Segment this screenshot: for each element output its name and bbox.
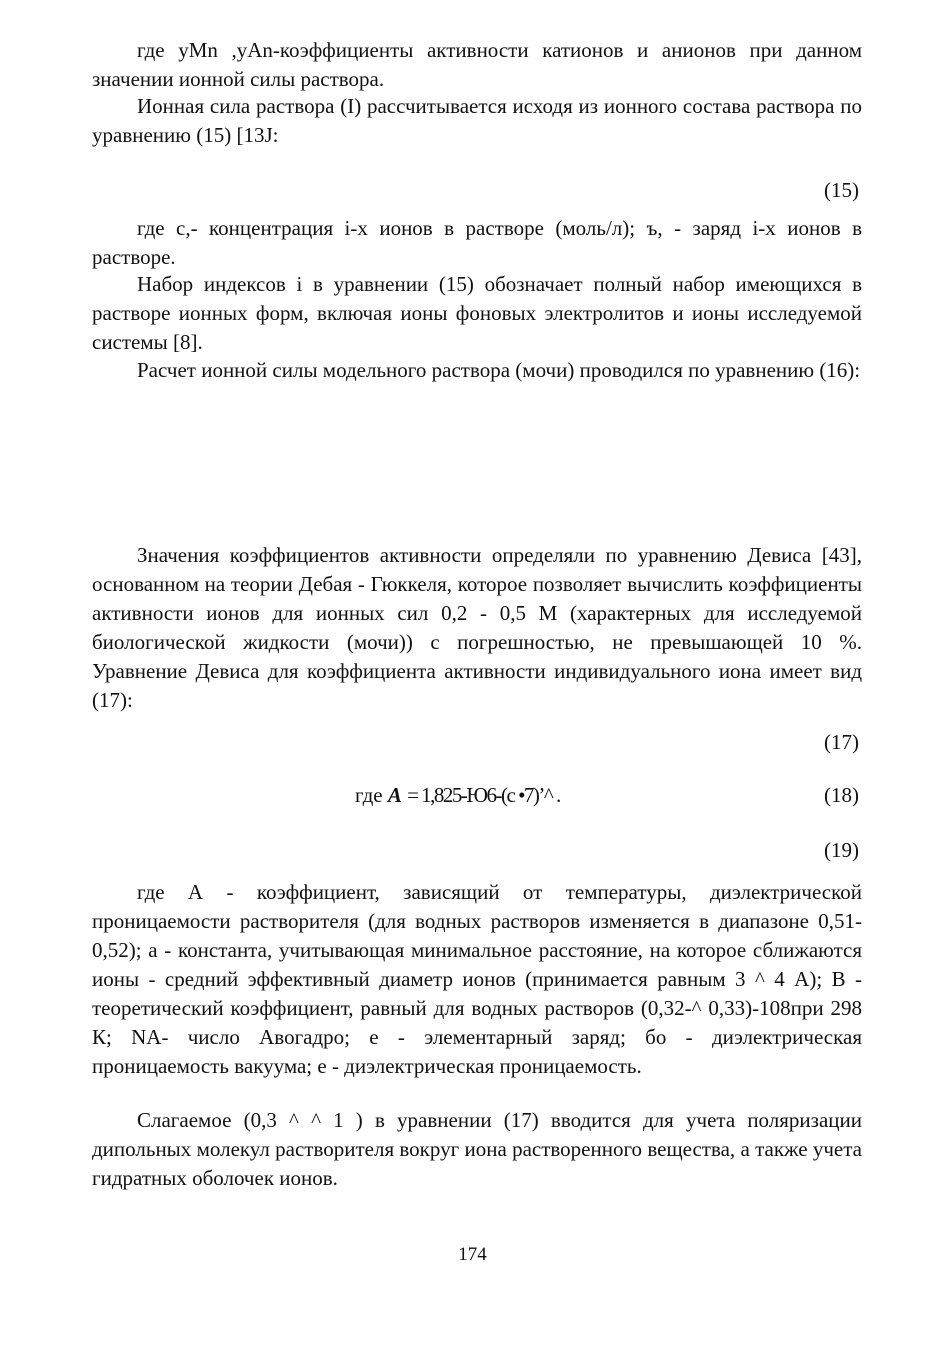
paragraph-davies-equation: Значения коэффициентов активности определяли по уравнению Девиса [43], основанном на теории Дебая - Гюккеля, которое позволяет вычислить коэффициенты активности ионов для ионных сил 0,2 - 0,5 М (характерных для исследуемой биологической жидкости (мочи)) с погрешностью, не превышающей 10 %. Уравнение Девиса для коэффициента активности индивидуального иона имеет вид (17): [92, 543, 862, 712]
equation-number-19: (19) [824, 838, 859, 862]
equation-number-17: (17) [824, 730, 859, 754]
paragraph-activity-coefficients: где yMn ,yAn-коэффициенты активности катионов и анионов при данном значении ионной силы раствора. [92, 38, 862, 91]
page-number: 174 [458, 1244, 487, 1265]
paragraph-variable-definitions: где А - коэффициент, зависящий от температуры, диэлектрической проницаемости растворителя (для водных растворов изменяется в диапазоне 0,51-0,52); а - константа, учитывающая минимальное расстояние, на которое сближаются ионы - средний эффективный диаметр ионов (принимается равным 3 ^ 4 А); В - теоретический коэффициент, равный для водных растворов (0,32-^ 0,33)-108при 298 К; NA- число Авогадро; е - элементарный заряд; бо - диэлектрическая проницаемость вакуума; е - диэлектрическая проницаемость. [92, 880, 862, 1078]
equation-number-15: (15) [824, 178, 859, 202]
paragraph-polarization-term: Слагаемое (0,3 ^ ^ 1 ) в уравнении (17) вводится для учета поляризации дипольных молекул растворителя вокруг иона растворенного вещества, а также учета гидратных оболочек ионов. [92, 1108, 862, 1190]
paragraph-index-set: Набор индексов i в уравнении (15) обозначает полный набор имеющихся в растворе ионных форм, включая ионы фоновых электролитов и ионы исследуемой системы [8]. [92, 272, 862, 354]
paragraph-ionic-strength: Ионная сила раствора (I) рассчитывается исходя из ионного состава раствора по уравнению (15) [13J: [92, 94, 862, 147]
equation-18-line [355, 781, 560, 810]
equation-18-symbol: A [387, 783, 402, 807]
equation-18-formula: = 1,825-Ю6-(с •7)’^ . [407, 783, 560, 807]
paragraph-concentration-definition: где с,- концентрация i-х ионов в растворе (моль/л); ъ, - заряд i-x ионов в растворе. [92, 216, 862, 269]
equation-18-prefix: где [355, 783, 383, 807]
equation-number-18: (18) [824, 783, 859, 807]
paragraph-model-solution: Расчет ионной силы модельного раствора (мочи) проводился по уравнению (16): [137, 358, 861, 382]
